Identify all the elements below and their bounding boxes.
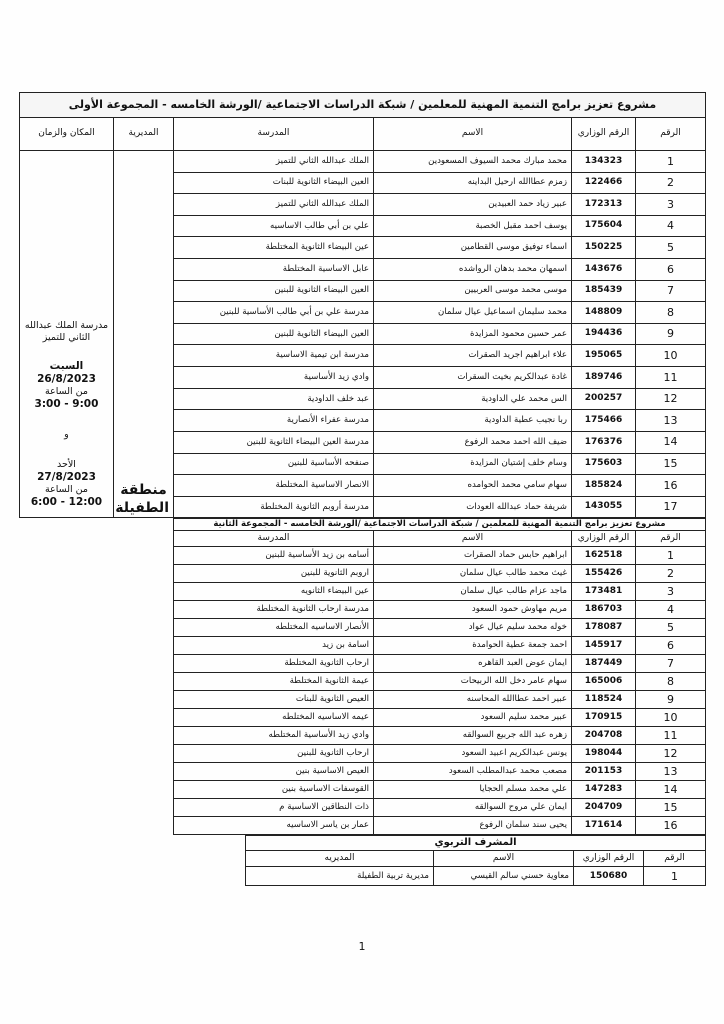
- table-row: [113, 547, 705, 565]
- table-row: [113, 763, 705, 781]
- row-school: اروبم الثانوية للبنين: [173, 565, 373, 583]
- row-name: زهره عبد الله جربيع السوالقه: [374, 727, 572, 745]
- row-name: وسام خلف إشتيان المزايدة: [374, 453, 572, 475]
- day1-label: السبت: [49, 359, 84, 372]
- row-national-id: 201153: [572, 763, 636, 781]
- row-national-id: 186703: [572, 601, 636, 619]
- row-school: مدرسة أروبم الثانوية المختلطة: [174, 496, 374, 518]
- row-school: عمار بن ياسر الاساسيه: [173, 817, 373, 835]
- sup-header-national-id: الرقم الوزاري: [574, 851, 644, 867]
- row-num: 10: [636, 345, 706, 367]
- row-name: الس محمد علي الداودية: [374, 388, 572, 410]
- row-school: مدرسة ابن تيمية الاساسية: [174, 345, 374, 367]
- row-name: عمر حسين محمود المزايدة: [374, 323, 572, 345]
- row-num: 8: [636, 302, 706, 324]
- row-national-id: 194436: [572, 323, 636, 345]
- row-national-id: 134323: [572, 151, 636, 173]
- row-school: عين البيضاء الثانوية المختلطة: [174, 237, 374, 259]
- row-num: 4: [636, 601, 706, 619]
- row-num: 16: [636, 475, 706, 497]
- row-national-id: 204709: [572, 799, 636, 817]
- row-national-id: 200257: [572, 388, 636, 410]
- g2-header-num: الرقم: [636, 531, 706, 547]
- row-name: ايمان عوض العبد القاهره: [374, 655, 572, 673]
- g2-header-national-id: الرقم الوزاري: [572, 531, 636, 547]
- row-national-id: 155426: [572, 565, 636, 583]
- row-num: 2: [636, 172, 706, 194]
- day2-label: الأحد: [57, 458, 76, 470]
- row-num: 7: [636, 655, 706, 673]
- from2-label: من الساعة: [44, 483, 88, 495]
- and-label: و: [64, 428, 69, 440]
- row-national-id: 122466: [572, 172, 636, 194]
- row-name: مصعب محمد عبدالمطلب السعود: [374, 763, 572, 781]
- group2-table: [113, 518, 706, 835]
- row-national-id: 173481: [572, 583, 636, 601]
- table-row: [113, 583, 705, 601]
- row-school: وادي زيد الأساسية: [174, 367, 374, 389]
- row-school: مدرسة العين البيضاء الثانوية للبنين: [174, 431, 374, 453]
- row-national-id: 147283: [572, 781, 636, 799]
- row-school: ارحاب الثانوية للبنين: [173, 745, 373, 763]
- row-school: عيمه الاساسيه المختلطه: [173, 709, 373, 727]
- row-name: اسماء توفيق موسى القطامين: [374, 237, 572, 259]
- row-national-id: 172313: [572, 194, 636, 216]
- sup-name: معاوية حسني سالم القيسي: [434, 867, 574, 886]
- col-header-directorate: المديرية: [114, 118, 174, 151]
- table-row: [19, 151, 705, 173]
- row-school: العيص الاساسية بنين: [173, 763, 373, 781]
- row-name: موسى محمد موسى العربيين: [374, 280, 572, 302]
- row-school: الأنصار الاساسيه المختلطه: [173, 619, 373, 637]
- supervisor-title: المشرف التربوي: [246, 836, 706, 851]
- row-num: 6: [636, 637, 706, 655]
- row-name: غادة عبدالكريم بخيت السقرات: [374, 367, 572, 389]
- supervisor-row: [246, 867, 706, 886]
- table-row: [113, 565, 705, 583]
- row-num: 10: [636, 709, 706, 727]
- table-row: [113, 799, 705, 817]
- row-name: محمد سليمان اسماعيل عيال سلمان: [374, 302, 572, 324]
- row-school: القوسفات الاساسية بنين: [173, 781, 373, 799]
- row-num: 3: [636, 194, 706, 216]
- row-school: العين البيضاء الثانوية للبنين: [174, 323, 374, 345]
- row-school: عيمة الثانوية المختلطة: [173, 673, 373, 691]
- row-num: 13: [636, 410, 706, 432]
- row-name: سهام سامي محمد الحوامده: [374, 475, 572, 497]
- row-national-id: 143055: [572, 496, 636, 518]
- row-school: مدرسة عفراء الأنصارية: [174, 410, 374, 432]
- row-name: احمد جمعة عطية الحوامدة: [374, 637, 572, 655]
- row-national-id: 143676: [572, 259, 636, 281]
- row-school: العين البيضاء الثانوية للبنات: [174, 172, 374, 194]
- table-row: [113, 781, 705, 799]
- row-name: ربا نجيب عطية الداودية: [374, 410, 572, 432]
- directorate-label: منطقة الطفيلة: [115, 482, 169, 517]
- sup-directorate: مديرية تربية الطفيلة: [246, 867, 434, 886]
- row-school: عبد خلف الداودية: [174, 388, 374, 410]
- row-national-id: 178087: [572, 619, 636, 637]
- page-number: 1: [358, 940, 366, 953]
- row-name: عبير زياد حمد العبيدين: [374, 194, 572, 216]
- sup-header-num: الرقم: [644, 851, 706, 867]
- g2-header-school: المدرسة: [173, 531, 373, 547]
- row-name: يوسف احمد مقبل الخصبة: [374, 215, 572, 237]
- row-school: الملك عبدالله الثاني للتميز: [174, 151, 374, 173]
- group1-title: مشروع تعزيز برامج التنمية المهنية للمعلمين / شبكة الدراسات الاجتماعية /الورشة الخامسه - المجموعة الأولى: [19, 93, 705, 118]
- supervisor-table: [245, 835, 706, 886]
- row-num: 5: [636, 619, 706, 637]
- row-num: 15: [636, 799, 706, 817]
- row-school: وادي زيد الأساسية المختلطه: [173, 727, 373, 745]
- row-num: 8: [636, 673, 706, 691]
- row-school: اسامة بن زيد: [173, 637, 373, 655]
- group1-table: [19, 92, 706, 518]
- row-school: صنفحه الأساسية للبنين: [174, 453, 374, 475]
- sup-header-name: الاسم: [434, 851, 574, 867]
- row-school: العيص الثانوية للبنات: [173, 691, 373, 709]
- row-num: 7: [636, 280, 706, 302]
- row-national-id: 185439: [572, 280, 636, 302]
- row-school: الانصار الاساسية المختلطة: [174, 475, 374, 497]
- row-school: ذات النطاقين الاساسية م: [173, 799, 373, 817]
- row-national-id: 198044: [572, 745, 636, 763]
- row-name: ضيف الله احمد محمد الرفوع: [374, 431, 572, 453]
- table-row: [113, 691, 705, 709]
- row-national-id: 176376: [572, 431, 636, 453]
- row-name: خوله محمد سليم عيال عواد: [374, 619, 572, 637]
- row-name: اسمهان محمد بدهان الرواشده: [374, 259, 572, 281]
- col-header-school: المدرسة: [174, 118, 374, 151]
- row-name: غيث محمد طالب عيال سلمان: [374, 565, 572, 583]
- table-row: [113, 745, 705, 763]
- row-num: 1: [636, 151, 706, 173]
- row-num: 9: [636, 323, 706, 345]
- directorate-cell: [114, 151, 174, 518]
- group2-title: مشروع تعزيز برامج التنمية المهنية للمعلمين / شبكة الدراسات الاجتماعية /الورشة الخامسه - المجموعة الثانية: [173, 519, 705, 531]
- row-national-id: 170915: [572, 709, 636, 727]
- col-header-place-time: المكان والزمان: [19, 118, 113, 151]
- row-num: 12: [636, 745, 706, 763]
- col-header-national-id: الرقم الوزاري: [572, 118, 636, 151]
- row-name: مريم مهاوش حمود السعود: [374, 601, 572, 619]
- attendance-sheet: [20, 92, 706, 886]
- row-national-id: 175604: [572, 215, 636, 237]
- row-national-id: 175466: [572, 410, 636, 432]
- table-row: [113, 619, 705, 637]
- date1-label: 26/8/2023: [37, 372, 96, 385]
- table-row: [113, 709, 705, 727]
- time1-label: 3:00 - 9:00: [34, 397, 99, 410]
- table-row: [113, 637, 705, 655]
- row-num: 16: [636, 817, 706, 835]
- row-num: 1: [636, 547, 706, 565]
- row-school: مدرسة علي بن أبي طالب الأساسية للبنين: [174, 302, 374, 324]
- row-national-id: 145917: [572, 637, 636, 655]
- row-num: 14: [636, 781, 706, 799]
- row-num: 12: [636, 388, 706, 410]
- place-time-cell: [19, 151, 113, 518]
- row-national-id: 195065: [572, 345, 636, 367]
- row-name: ايمان علي مروح السوالقه: [374, 799, 572, 817]
- row-name: علاء ابراهيم اجريد الصقرات: [374, 345, 572, 367]
- row-name: عبير احمد عطاالله المحاسنه: [374, 691, 572, 709]
- row-school: ارحاب الثانوية المختلطة: [173, 655, 373, 673]
- sup-national-id: 150680: [574, 867, 644, 886]
- table-row: [113, 601, 705, 619]
- row-name: عبير محمد سليم السعود: [374, 709, 572, 727]
- from1-label: من الساعة: [44, 385, 88, 397]
- table-row: [113, 655, 705, 673]
- row-num: 13: [636, 763, 706, 781]
- col-header-name: الاسم: [374, 118, 572, 151]
- row-national-id: 187449: [572, 655, 636, 673]
- table-row: [113, 673, 705, 691]
- row-num: 6: [636, 259, 706, 281]
- row-national-id: 118524: [572, 691, 636, 709]
- row-national-id: 189746: [572, 367, 636, 389]
- row-school: مدرسة ارحاب الثانوية المختلطة: [173, 601, 373, 619]
- row-national-id: 150225: [572, 237, 636, 259]
- table-row: [113, 817, 705, 835]
- table-row: [113, 727, 705, 745]
- row-num: 11: [636, 367, 706, 389]
- row-national-id: 171614: [572, 817, 636, 835]
- row-num: 14: [636, 431, 706, 453]
- row-num: 4: [636, 215, 706, 237]
- row-num: 15: [636, 453, 706, 475]
- row-school: العين البيضاء الثانوية للبنين: [174, 280, 374, 302]
- g2-header-name: الاسم: [374, 531, 572, 547]
- row-num: 2: [636, 565, 706, 583]
- row-num: 5: [636, 237, 706, 259]
- sup-num: 1: [644, 867, 706, 886]
- row-school: علي بن أبي طالب الاساسيه: [174, 215, 374, 237]
- row-name: ابراهيم حابس حماد الصقرات: [374, 547, 572, 565]
- row-num: 11: [636, 727, 706, 745]
- row-num: 3: [636, 583, 706, 601]
- row-name: ماجد عزام طالب عيال سلمان: [374, 583, 572, 601]
- row-national-id: 175603: [572, 453, 636, 475]
- row-name: علي محمد مسلم الحجايا: [374, 781, 572, 799]
- date2-label: 27/8/2023: [37, 470, 96, 483]
- row-national-id: 148809: [572, 302, 636, 324]
- time2-label: 6:00 - 12:00: [30, 495, 103, 508]
- row-num: 17: [636, 496, 706, 518]
- row-name: يونس عبدالكريم اعبيد السعود: [374, 745, 572, 763]
- row-national-id: 185824: [572, 475, 636, 497]
- col-header-num: الرقم: [636, 118, 706, 151]
- venue-label: مدرسة الملك عبدالله الثاني للتميز: [24, 319, 109, 343]
- row-name: سهام عامر دخل الله الربيحات: [374, 673, 572, 691]
- row-num: 9: [636, 691, 706, 709]
- row-school: أسامه بن زيد الأساسية للبنين: [173, 547, 373, 565]
- row-national-id: 165006: [572, 673, 636, 691]
- row-name: محمد مبارك محمد السيوف المسعودين: [374, 151, 572, 173]
- row-national-id: 162518: [572, 547, 636, 565]
- row-name: يحيى سند سلمان الرفوع: [374, 817, 572, 835]
- row-school: عين البيضاء الثانويه: [173, 583, 373, 601]
- row-school: عابل الاساسية المختلطة: [174, 259, 374, 281]
- row-school: الملك عبدالله الثاني للتميز: [174, 194, 374, 216]
- row-national-id: 204708: [572, 727, 636, 745]
- sup-header-directorate: المديريه: [246, 851, 434, 867]
- row-name: شريفة حماد عبدالله العودات: [374, 496, 572, 518]
- row-name: زمزم عطاالله ارحيل البداينه: [374, 172, 572, 194]
